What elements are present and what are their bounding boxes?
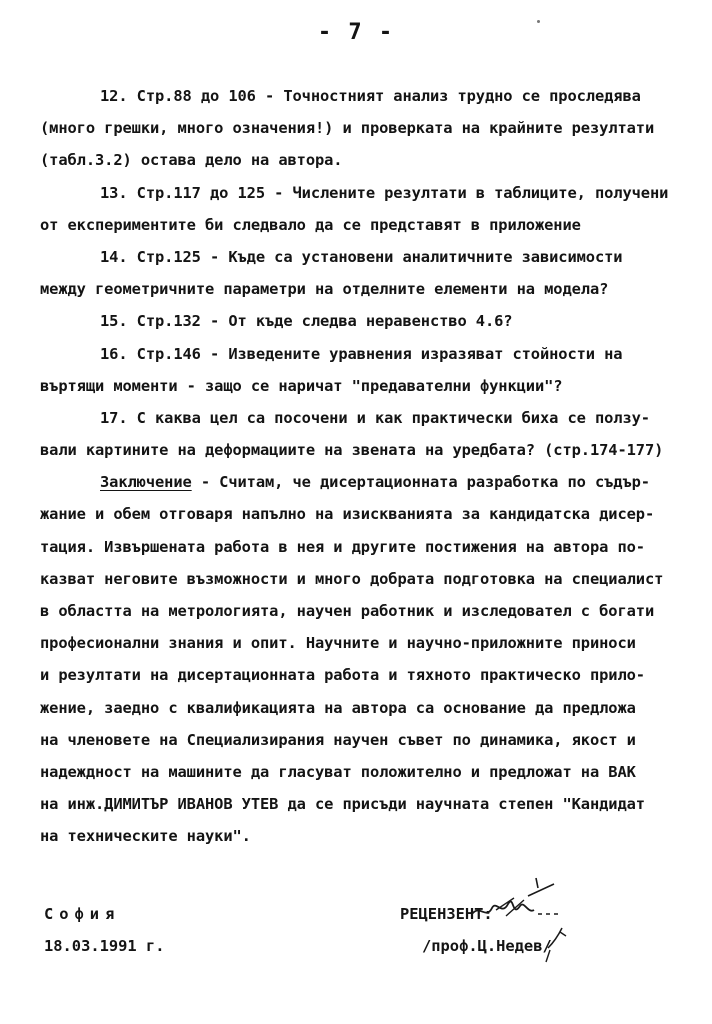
line-text: от експериментите би следвало да се представят в приложение [40,215,581,234]
city: София [44,905,121,923]
text-line [40,659,702,691]
text-line [40,209,702,241]
text-line [40,305,702,337]
text-line [40,144,702,176]
text-line [40,788,702,820]
line-text: и резултати на дисертационната работа и тяхното практическо прило- [40,666,645,685]
text-line [40,498,702,530]
line-text: 16. Стр.146 - Изведените уравнения изразяват стойности на [100,344,623,363]
line-text: на техническите науки". [40,827,251,846]
text-line [40,692,702,724]
text-line [40,273,702,305]
text-line [40,756,702,788]
text-line [40,563,702,595]
line-text: казват неговите възможности и много добрата подготовка на специалист [40,569,664,588]
line-text: между геометричните параметри на отделните елементи на модела? [40,280,609,299]
text-line [40,627,702,659]
reviewer-label: РЕЦЕНЗЕНТ: [400,905,493,923]
line-text: в областта на метрологията, научен работник и изследовател с богати [40,602,655,620]
line-text: надеждност на машините да гласуват положително и предложат на ВАК [40,762,636,781]
text-line [40,241,702,273]
line-text: тация. Извършената работа в нея и другите постижения на автора по- [40,537,645,556]
line-text: на инж.ДИМИТЪР ИВАНОВ УТЕВ да се присъди научната степен "Кандидат [40,795,645,814]
text-line [40,80,702,112]
conclusion-heading: Заключение [100,473,192,492]
line-text: на членовете на Специализирания научен съвет по динамика, якост и [40,730,636,749]
line-text: 17. С каква цел са посочени и как практически биха се ползу- [100,408,650,427]
line-text: жание и обем отговаря напълно на изискванията за кандидатска дисер- [40,505,655,524]
page-number: - 7 - [317,20,395,45]
text-line [40,820,702,852]
body-text [40,80,702,853]
reviewer-name: /проф.Ц.Недев/ [422,937,552,955]
date: 18.03.1991 г. [44,937,165,955]
text-line [40,466,702,498]
line-text: (много грешки, много означения!) и проверката на крайните резултати [40,119,655,138]
footer-place-date [44,898,164,962]
line-text: въртящи моменти - защо се наричат "предавателни функции"? [40,376,563,395]
text-line [40,402,702,434]
line-text: (табл.3.2) остава дело на автора. [40,151,343,170]
text-line [40,112,702,144]
text-line [40,370,702,402]
line-text: 12. Стр.88 до 106 - Точностният анализ трудно се проследява [100,87,641,105]
line-text: жение, заедно с квалификацията на автора са основание да предложа [40,698,636,717]
line-text: вали картините на деформациите на звената на уредбата? (стр.174-177) [40,441,664,460]
handwritten-signature [462,870,582,970]
line-text: професионални знания и опит. Научните и научно-приложните приноси [40,634,636,653]
text-line [40,595,702,627]
line-text: - Считам, че дисертационната разработка по съдър- [191,473,650,492]
text-line [40,338,702,370]
text-line [40,531,702,563]
line-text: 13. Стр.117 до 125 - Числените резултати в таблиците, получени [100,183,669,202]
line-text: 14. Стр.125 - Къде са установени аналитичните зависимости [100,247,623,266]
text-line [40,434,702,466]
text-line [40,724,702,756]
line-text: 15. Стр.132 - От къде следва неравенство 4.6? [100,312,513,331]
text-line [40,177,702,209]
